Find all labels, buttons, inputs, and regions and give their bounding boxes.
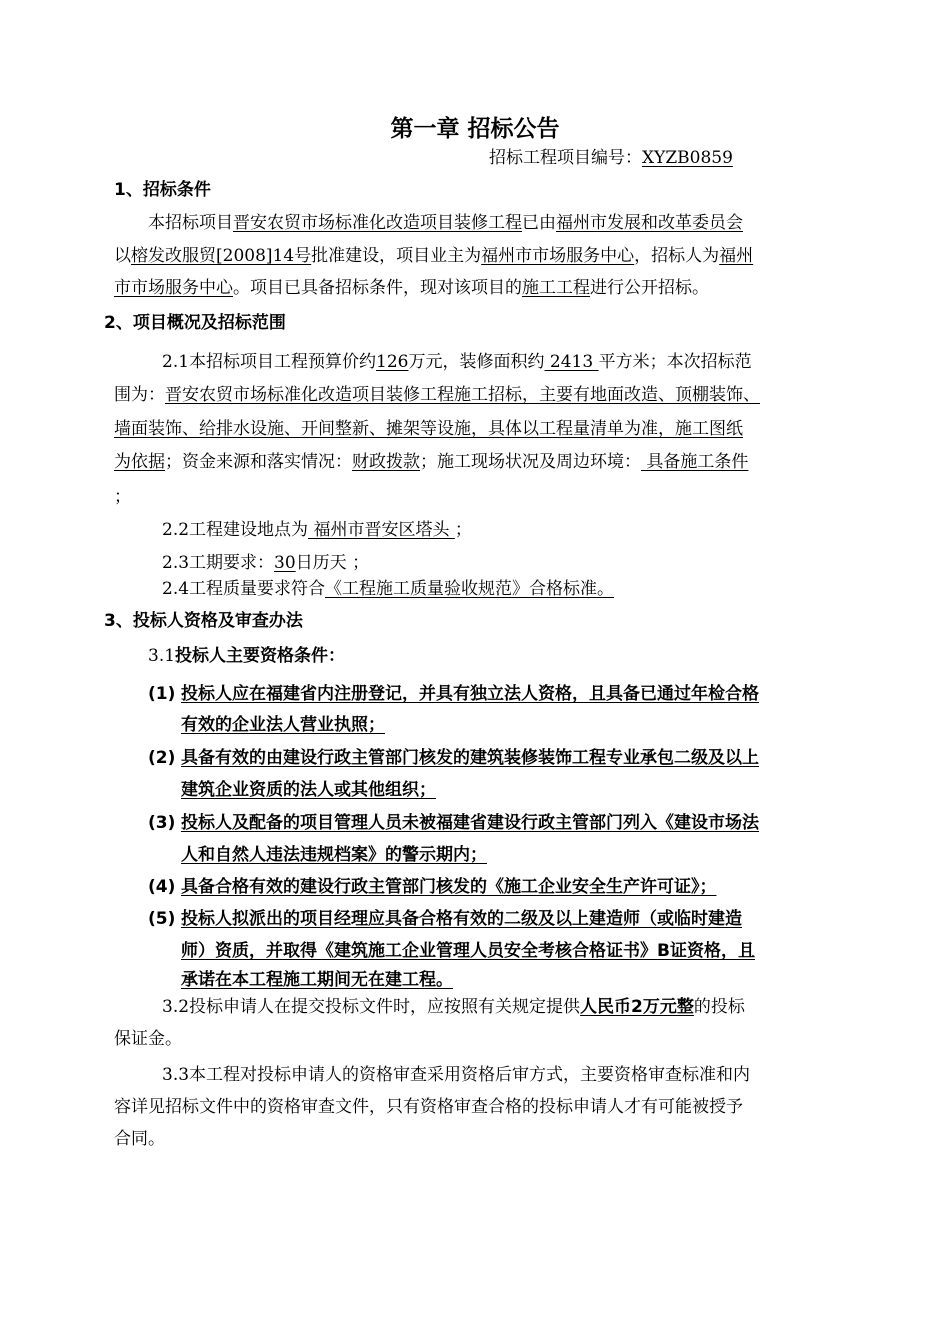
bid-bond-amount: 人民币2万元整	[580, 997, 694, 1017]
s2-p1-line-3	[114, 418, 743, 440]
text: 2.4工程质量要求符合	[162, 579, 326, 599]
sub-heading-text: 投标人主要资格条件：	[175, 646, 346, 666]
budget-value: 126	[376, 352, 409, 372]
s2-p1-line-4	[114, 451, 748, 473]
item-2-number: (2)	[148, 748, 176, 768]
section-1-heading: 1、招标条件	[114, 180, 211, 200]
text: 平方米；本次招标范	[598, 352, 752, 372]
project-number-label: 招标工程项目编号：	[489, 148, 642, 168]
item-1-number: (1)	[148, 684, 176, 704]
site-status: 具备施工条件	[641, 452, 749, 472]
text: 万元，装修面积约	[408, 352, 545, 372]
item-2-line-1: 具备有效的由建设行政主管部门核发的建筑装修装饰工程专业承包二级及以上	[181, 748, 759, 768]
item-4-number: (4)	[148, 877, 176, 897]
s1-line-3	[114, 277, 709, 299]
item-1-line-2: 有效的企业法人营业执照；	[181, 715, 385, 735]
item-4-line-1: 具备合格有效的建设行政主管部门核发的《施工企业安全生产许可证》；	[181, 877, 717, 897]
s2-p4	[162, 578, 614, 600]
approval-authority: 福州市发展和改革委员会	[556, 213, 743, 233]
text: 围为：	[114, 385, 165, 405]
text: 日历天 ；	[295, 553, 370, 573]
tenderer: 福州	[719, 246, 754, 266]
text: 2.1本招标项目工程预算价约	[162, 352, 377, 372]
item-1-line-1: 投标人应在福建省内注册登记，并具有独立法人资格，且具备已通过年检合格	[181, 684, 759, 704]
text: 2.3工期要求：	[162, 553, 275, 573]
s2-p2	[162, 519, 472, 541]
scope-text: 墙面装饰、给排水设施、开间整新、摊架等设施，具体以工程量清单为准，施工图纸	[114, 419, 743, 439]
text: 3.1	[148, 646, 176, 666]
project-number: XYZB0859	[642, 148, 733, 168]
quality-standard: 《工程施工质量验收规范》合格标准。	[325, 579, 615, 599]
item-2-line-2: 建筑企业资质的法人或其他组织；	[181, 780, 436, 800]
text: 以	[114, 246, 131, 266]
fund-source: 财政拨款	[352, 452, 420, 472]
text: ；施工现场状况及周边环境：	[420, 452, 641, 472]
area-value: 2413	[544, 352, 599, 372]
text: 本招标项目	[148, 213, 233, 233]
text: 已由	[522, 213, 556, 233]
s3-p33-line-2: 容详见招标文件中的资格审查文件，只有资格审查合格的投标申请人才有可能被授予	[114, 1097, 743, 1117]
item-5-line-2: 师）资质，并取得《建筑施工企业管理人员安全考核合格证书》B证资格，且	[181, 941, 755, 961]
text: 2.2工程建设地点为	[162, 520, 309, 540]
site-location: 福州市晋安区塔头	[308, 520, 455, 540]
duration-value: 30	[274, 553, 296, 573]
text: ；	[454, 520, 472, 540]
s2-p1-line-1	[162, 351, 752, 373]
project-owner: 福州市市场服务中心	[481, 246, 635, 266]
s2-p1-line-2	[114, 384, 760, 406]
page-title: 第一章 招标公告	[390, 116, 560, 142]
project-number-line	[489, 147, 733, 169]
s2-p3	[162, 552, 369, 574]
text: 3.2投标申请人在提交投标文件时，应按照有关规定提供	[162, 997, 581, 1017]
text: 的投标	[693, 997, 745, 1017]
section-3-heading: 3、投标人资格及审查办法	[104, 611, 303, 631]
text: 批准建设，项目业主为	[311, 246, 482, 266]
s1-line-1	[148, 212, 743, 234]
item-5-line-3: 承诺在本工程施工期间无在建工程。	[181, 970, 453, 990]
item-3-line-1: 投标人及配备的项目管理人员未被福建省建设行政主管部门列入《建设市场法	[181, 813, 759, 833]
tenderer-cont: 市市场服务中心	[114, 278, 233, 298]
item-3-line-2: 人和自然人违法违规档案》的警示期内；	[181, 845, 487, 865]
s3-p32-line-1	[162, 996, 745, 1018]
project-name: 晋安农贸市场标准化改造项目装修工程	[233, 213, 522, 233]
s3-sub-heading	[148, 645, 345, 667]
scope-text: 晋安农贸市场标准化改造项目装修工程施工招标，主要有地面改造、顶棚装饰、	[165, 385, 760, 405]
section-2-heading: 2、项目概况及招标范围	[104, 313, 286, 333]
text: 。项目已具备招标条件，现对该项目的	[233, 278, 522, 298]
work-type: 施工工程	[522, 278, 590, 298]
s2-p1-line-5: ；	[114, 487, 131, 507]
item-3-number: (3)	[148, 813, 176, 833]
s3-p32-line-2: 保证金。	[114, 1029, 182, 1049]
item-5-line-1: 投标人拟派出的项目经理应具备合格有效的二级及以上建造师（或临时建造	[181, 909, 742, 929]
item-5-number: (5)	[148, 909, 176, 929]
s1-line-2	[114, 245, 753, 267]
text: 进行公开招标。	[590, 278, 709, 298]
text: ，招标人为	[634, 246, 720, 266]
scope-text: 为依据	[114, 452, 165, 472]
s3-p33-line-3: 合同。	[114, 1129, 165, 1149]
approval-number: 榕发改服贸[2008]14号	[131, 246, 312, 266]
text: ；资金来源和落实情况：	[165, 452, 352, 472]
s3-p33-line-1: 3.3本工程对投标申请人的资格审查采用资格后审方式，主要资格审查标准和内	[162, 1065, 751, 1085]
